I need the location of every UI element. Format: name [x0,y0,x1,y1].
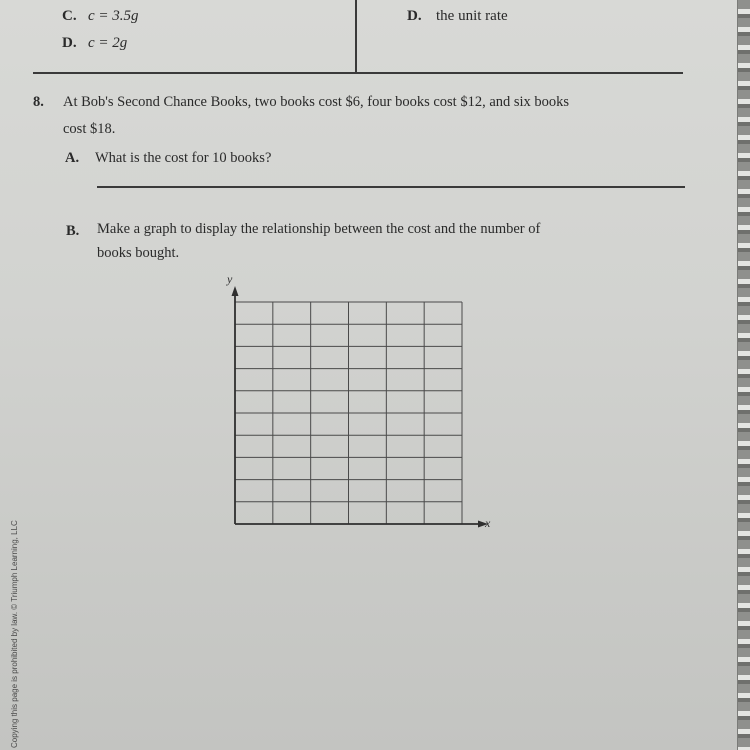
option-d-right-letter: D. [407,8,422,24]
question-text-line2: cost $18. [63,121,116,137]
option-d-right-text: the unit rate [436,8,508,24]
question-text-line1: At Bob's Second Chance Books, two books cost $6, four books cost $12, and six books [63,94,570,110]
y-axis-label: y [227,272,233,286]
copyright-notice: Copying this page is prohibited by law. © Triumph Learning, LLC [10,520,19,748]
option-d-letter: D. [62,35,77,51]
part-b-line1: Make a graph to display the relationship between the cost and the number of [97,221,541,237]
column-divider [355,0,357,72]
option-c-letter: C. [62,8,77,24]
question-number: 8. [33,94,44,110]
part-b-letter: B. [66,223,80,239]
grid-lines [235,302,462,524]
part-a-answer-line[interactable] [97,186,685,188]
y-axis-arrow [232,286,239,296]
part-a-letter: A. [65,150,80,166]
part-a-text: What is the cost for 10 books? [95,150,272,166]
option-c-text: c = 3.5g [88,8,139,24]
option-d-text: c = 2g [88,35,128,51]
part-b-line2: books bought. [97,245,180,261]
x-axis-label: x [485,516,491,530]
section-divider [33,72,683,74]
notebook-binding [737,0,750,750]
blank-graph[interactable] [220,272,510,536]
